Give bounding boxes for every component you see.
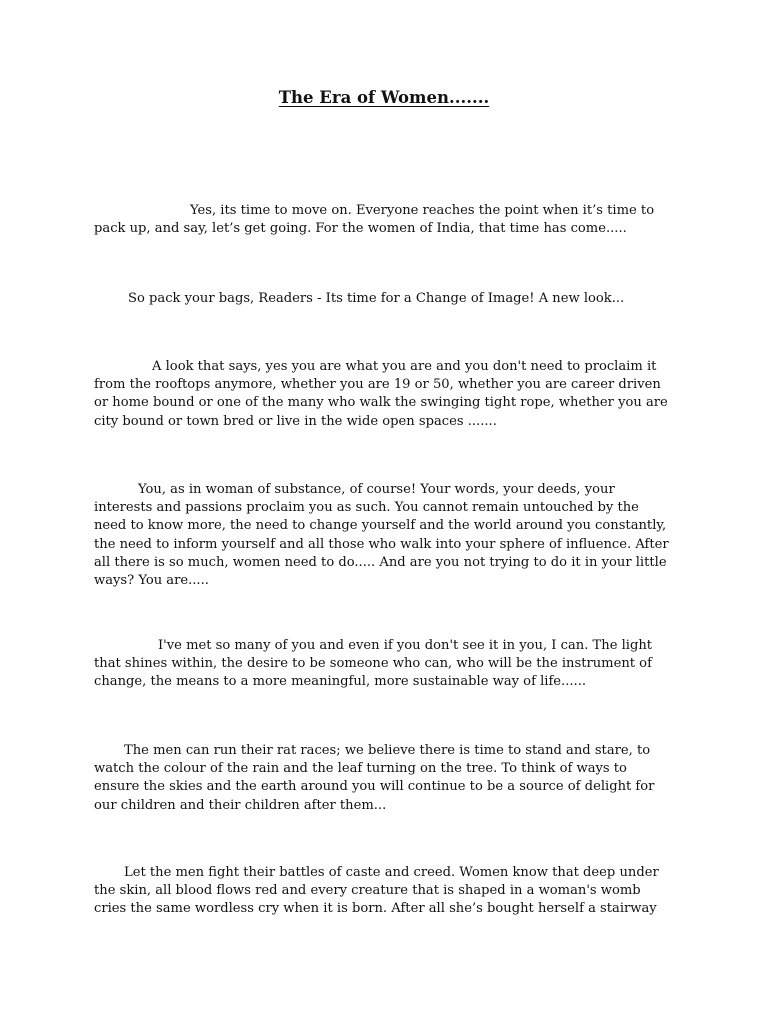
- paragraph-5: I've met so many of you and even if you don't see it in you, I can. The light that shines within, the desire to be someone who can, who will be the instrument of change, the means to a more meaningful, more sustainable way of life......: [94, 638, 653, 690]
- paragraph-3: A look that says, yes you are what you are and you don't need to proclaim it from the rooftops anymore, whether you are 19 or 50, whether you are career driven or home bound or one of the many who walk the swinging tight rope, whether you are city bound or town bred or live in the wide open spaces .......: [94, 359, 668, 429]
- paragraph-1: Yes, its time to move on. Everyone reaches the point when it’s time to pack up, and say, let’s get going. For the women of India, that time has come.....: [94, 203, 655, 237]
- paragraph-7: Let the men fight their battles of caste and creed. Women know that deep under the skin, all blood flows red and every creature that is shaped in a woman's womb cries the same wordless cry when it is born. After all she’s bought herself a stairway: [94, 865, 659, 917]
- document-title: The Era of Women.......: [278, 88, 490, 107]
- paragraph-2: So pack your bags, Readers - Its time for a Change of Image! A new look...: [128, 291, 625, 306]
- paragraph-6: The men can run their rat races; we believe there is time to stand and stare, to watch the colour of the rain and the leaf turning on the tree. To think of ways to ensure the skies and the earth around you will continue to be a source of delight for our children and their children after them...: [94, 743, 655, 813]
- paragraph-4: You, as in woman of substance, of course! Your words, your deeds, your interests and passions proclaim you as such. You cannot remain untouched by the need to know more, the need to change yourself and the world around you constantly, the need to inform yourself and all those who walk into your sphere of influence. After all there is so much, women need to do..... And are you not trying to do it in your little ways? You are.....: [94, 482, 669, 589]
